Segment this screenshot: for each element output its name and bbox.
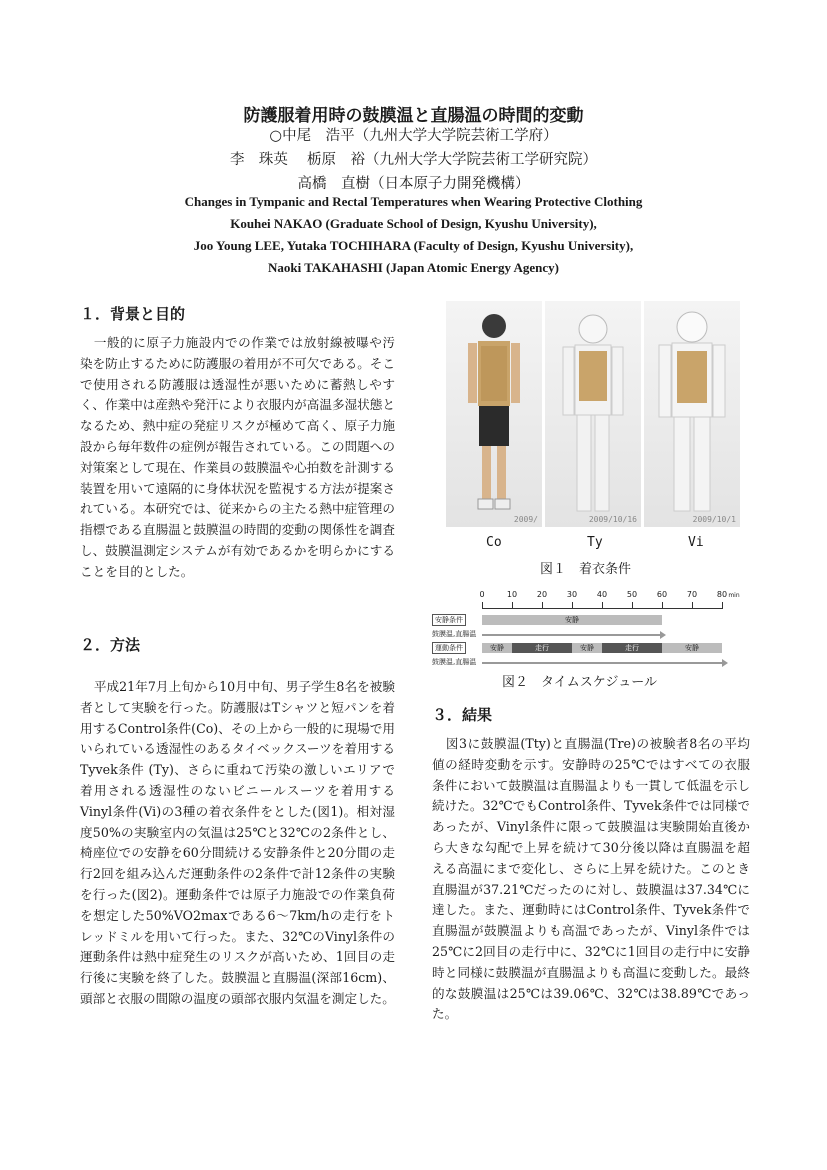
section-text-background: 一般的に原子力施設内での作業では放射線被曝や汚染を防止するために防護服の着用が不可欠である。そこで使用される防護服は透湿性が悪いために蓄熱しやすく、作業中は産熱や発汗により衣服内が高温多湿状態となるため、熱中症の発症リスクが極めて高く、原子力施設から毎年数件の症例が報告されている。この問題への対策案として現在、作業員の鼓膜温や心拍数を計測する装置を用いて遠隔的に身体状況を監視する方法が提案されている。本研究では、従来からの主たる熱中症管理の指標である直腸温と鼓膜温の時間的変動の関係性を調査し、鼓膜温測定システムが有効であるかを明らかにすることを目的とした。 [80, 335, 395, 579]
author-line-en-3: Naoki TAKAHASHI (Japan Atomic Energy Agency) [268, 260, 559, 275]
photo-stamp-vi: 2009/10/1 [692, 515, 736, 524]
exercise-seg-rest-2: 安静 [572, 643, 602, 653]
section-text-method: 平成21年7月上旬から10月中旬、男子学生8名を被験者として実験を行った。防護服はTシャツと短パンを着用するControl条件(Co)、その上から一般的に現場で用いられている透湿性のあるタイベックスーツを着用するTyvek条件 (Ty)、さらに重ねて汚染の激しいエリアで着用される透湿性のないビニールスーツを着用するVinyl条件(Vi)の3種の着衣条件をとした(図1)。相対湿度50%の実験室内の気温は25℃と32℃の2条件とし、椅座位での安静を60分間続ける安静条件と20分間の走行2回を組み込んだ運動条件の2条件で計12条件の実験を行った(図2)。運動条件では原子力施設での作業負荷を想定した50%VO2maxである6〜7km/hの走行をトレッドミルを用いて行った。また、32℃のVinyl条件の運動条件は熱中症発生のリスクが高いため、1回目の走行後に実験を終了した。鼓膜温と直腸温(深部16cm)、頭部と衣服の間隙の温度の頭部衣服内気温を測定した。 [80, 679, 395, 1006]
title-jp: 防護服着用時の鼓膜温と直腸温の時間的変動 [243, 106, 584, 126]
person-vinyl-icon [644, 301, 740, 527]
section-text-results: 図3に鼓膜温(Tty)と直腸温(Tre)の被験者8名の平均値の経時変動を示す。安静時の25℃ではすべての衣服条件において鼓膜温は直腸温よりも一貫して低温を示し続けた。32℃でもControl条件、Tyvek条件では同様であったが、Vinyl条件に限って鼓膜温は実験開始直後から大きな勾配で上昇を続けて30分後以降は直腸温を超える高温にまで変化し、さらに上昇を続けた。このとき直腸温が37.21℃だったのに対し、鼓膜温は37.34℃に達した。また、運動時にはControl条件、Tyvek条件で直腸温が鼓膜温よりも高温であったが、Vinyl条件では25℃に2回目の走行中に、32℃に1回目の走行中に安静時と同様に鼓膜温が直腸温よりも高温に変動した。最終的な鼓膜温は25℃は39.06℃、32℃は38.89℃であった。 [432, 736, 750, 1022]
author-line-jp-2: 李 珠英 栃原 裕（九州大学大学院芸術工学研究院） [229, 152, 598, 168]
tick-20: 20 [536, 590, 548, 599]
exercise-measure-arrow [482, 662, 722, 664]
tick-80: 80 [716, 590, 728, 599]
section-heading-background: １．背景と目的 [80, 305, 186, 323]
tick-0: 0 [479, 590, 485, 599]
rest-condition-label: 安静条件 [432, 614, 466, 626]
figure1-photos [446, 301, 740, 527]
figure2-schedule [430, 588, 740, 670]
author-line-jp-1: ○中尾 浩平（九州大学大学院芸術工学府） [269, 128, 558, 144]
section-heading-method: ２．方法 [80, 636, 141, 654]
figure2-caption: 図２ タイムスケジュール [502, 675, 657, 690]
tick-10: 10 [506, 590, 518, 599]
author-line-en-2: Joo Young LEE, Yutaka TOCHIHARA (Faculty of Design, Kyushu University), [193, 238, 634, 253]
exercise-measure-label: 鼓膜温,直腸温 [432, 658, 477, 666]
tick-50: 50 [626, 590, 638, 599]
figure1-caption: 図１ 着衣条件 [540, 562, 632, 577]
section-heading-results: ３．結果 [432, 706, 493, 724]
label-co: Co [486, 535, 502, 550]
rest-measure-label: 鼓膜温,直腸温 [432, 630, 477, 638]
rest-segment: 安静 [482, 615, 662, 625]
author-line-en-1: Kouhei NAKAO (Graduate School of Design, Kyushu University), [230, 216, 597, 231]
exercise-seg-run-2: 走行 [602, 643, 662, 653]
exercise-seg-run-1: 走行 [512, 643, 572, 653]
tick-unit: min [728, 592, 740, 599]
tick-70: 70 [686, 590, 698, 599]
tick-60: 60 [656, 590, 668, 599]
tick-30: 30 [566, 590, 578, 599]
label-vi: Vi [688, 535, 704, 550]
exercise-seg-rest-1: 安静 [482, 643, 512, 653]
photo-control [446, 301, 542, 527]
author-line-jp-3: 高橋 直樹（日本原子力開発機構） [297, 176, 530, 192]
rest-measure-arrow [482, 634, 660, 636]
title-en: Changes in Tympanic and Rectal Temperatures when Wearing Protective Clothing [184, 194, 643, 209]
photo-stamp-co: 2009/ [513, 515, 538, 524]
photo-stamp-ty: 2009/10/16 [588, 515, 637, 524]
exercise-condition-label: 運動条件 [432, 642, 466, 654]
photo-vinyl [644, 301, 740, 527]
photo-tyvek [545, 301, 641, 527]
person-tyvek-icon [545, 301, 641, 527]
tick-40: 40 [596, 590, 608, 599]
exercise-seg-rest-3: 安静 [662, 643, 722, 653]
label-ty: Ty [587, 535, 603, 550]
person-control-icon [446, 301, 542, 527]
